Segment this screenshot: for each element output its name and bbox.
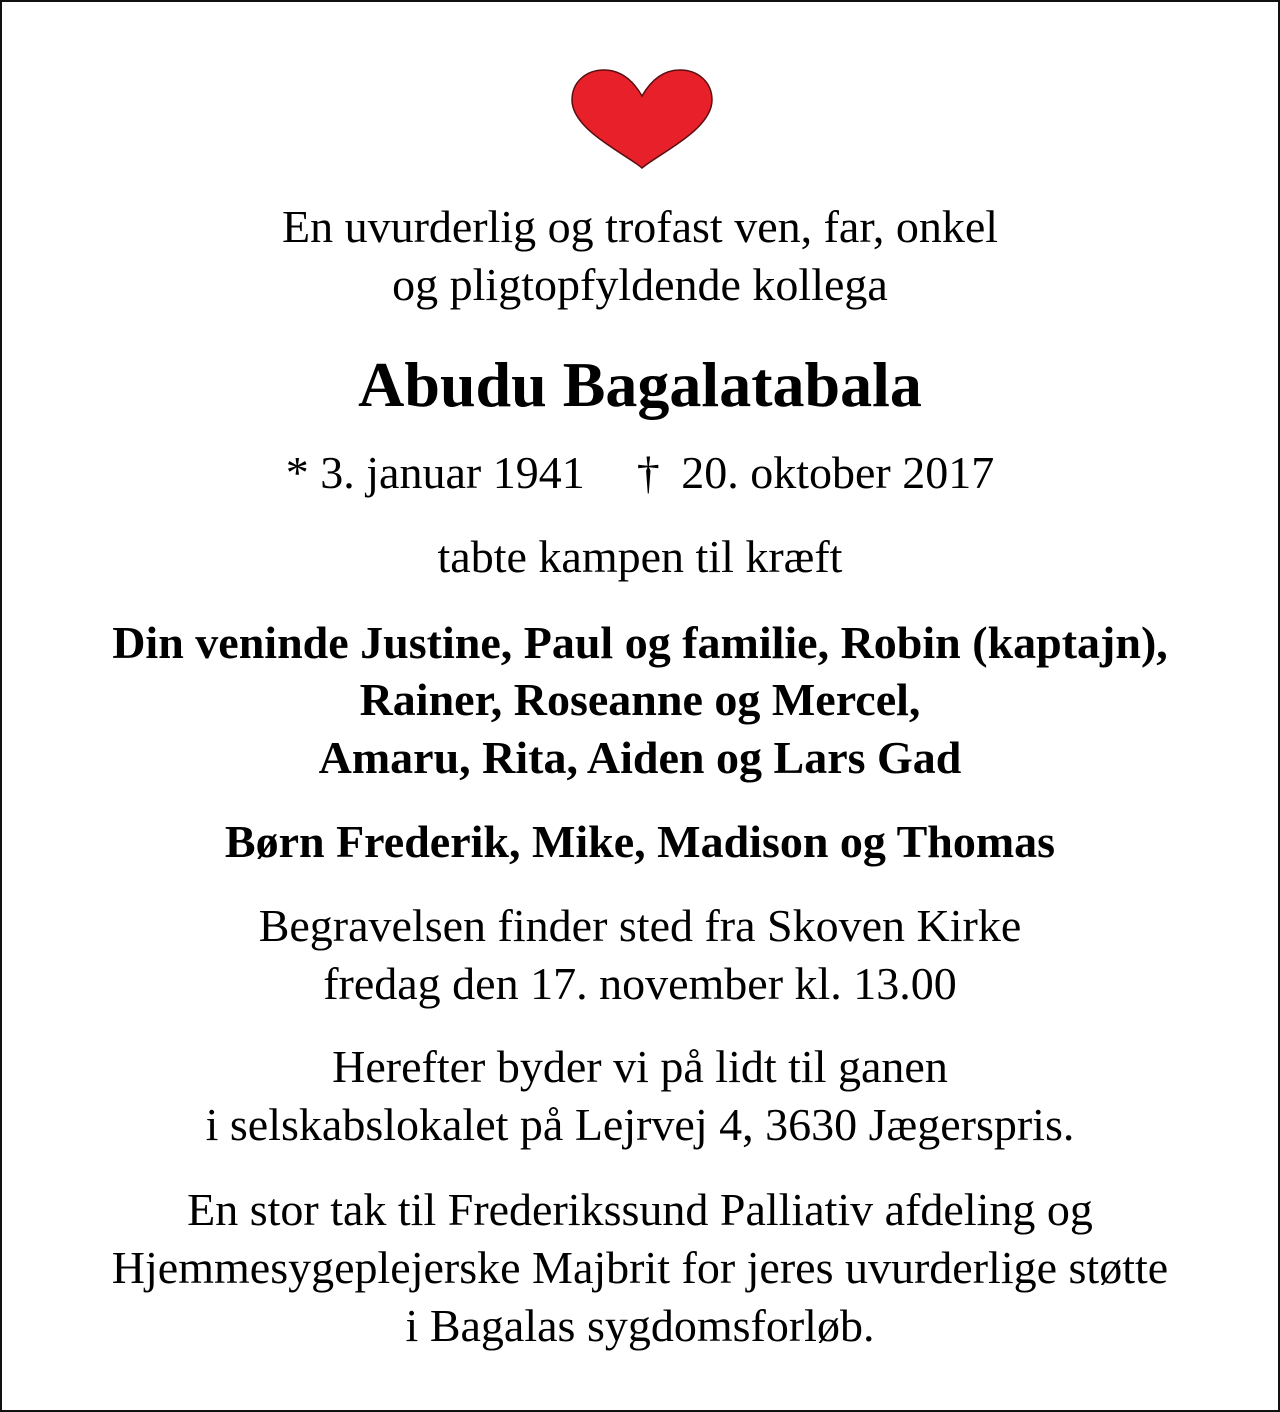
thanks-line-2: Hjemmesygeplejerske Majbrit for jeres uvurderlige støtte (111, 1242, 1169, 1293)
intro-line-2: og pligtopfyldende kollega (392, 259, 888, 310)
cause-of-death: tabte kampen til kræft (437, 531, 843, 582)
thanks-line-3: i Bagalas sygdomsforløb. (405, 1300, 875, 1351)
funeral-line-2: fredag den 17. november kl. 13.00 (323, 958, 957, 1009)
funeral-line-1: Begravelsen finder sted fra Skoven Kirke (258, 900, 1022, 951)
born-symbol: * (285, 447, 309, 498)
death-date: 20. oktober 2017 (681, 447, 995, 498)
mourners-line-2: Rainer, Roseanne og Mercel, (359, 674, 921, 725)
mourners-line-3: Amaru, Rita, Aiden og Lars Gad (318, 732, 962, 783)
reception-line-2: i selskabslokalet på Lejrvej 4, 3630 Jægerspris. (205, 1099, 1075, 1150)
heart-icon (568, 68, 716, 172)
deceased-name: Abudu Bagalatabala (358, 349, 922, 420)
dagger-icon: † (636, 447, 660, 498)
intro-line-1: En uvurderlig og trofast ven, far, onkel (281, 201, 999, 252)
born-date: 3. januar 1941 (320, 447, 585, 498)
reception-line-1: Herefter byder vi på lidt til ganen (332, 1041, 948, 1092)
heart-shape (572, 70, 712, 168)
life-dates (2, 444, 1278, 502)
children-line: Børn Frederik, Mike, Madison og Thomas (224, 816, 1056, 867)
thanks-line-1: En stor tak til Frederikssund Palliativ afdeling og (187, 1184, 1093, 1235)
mourners-line-1: Din veninde Justine, Paul og familie, Robin (kaptajn), (112, 617, 1168, 668)
